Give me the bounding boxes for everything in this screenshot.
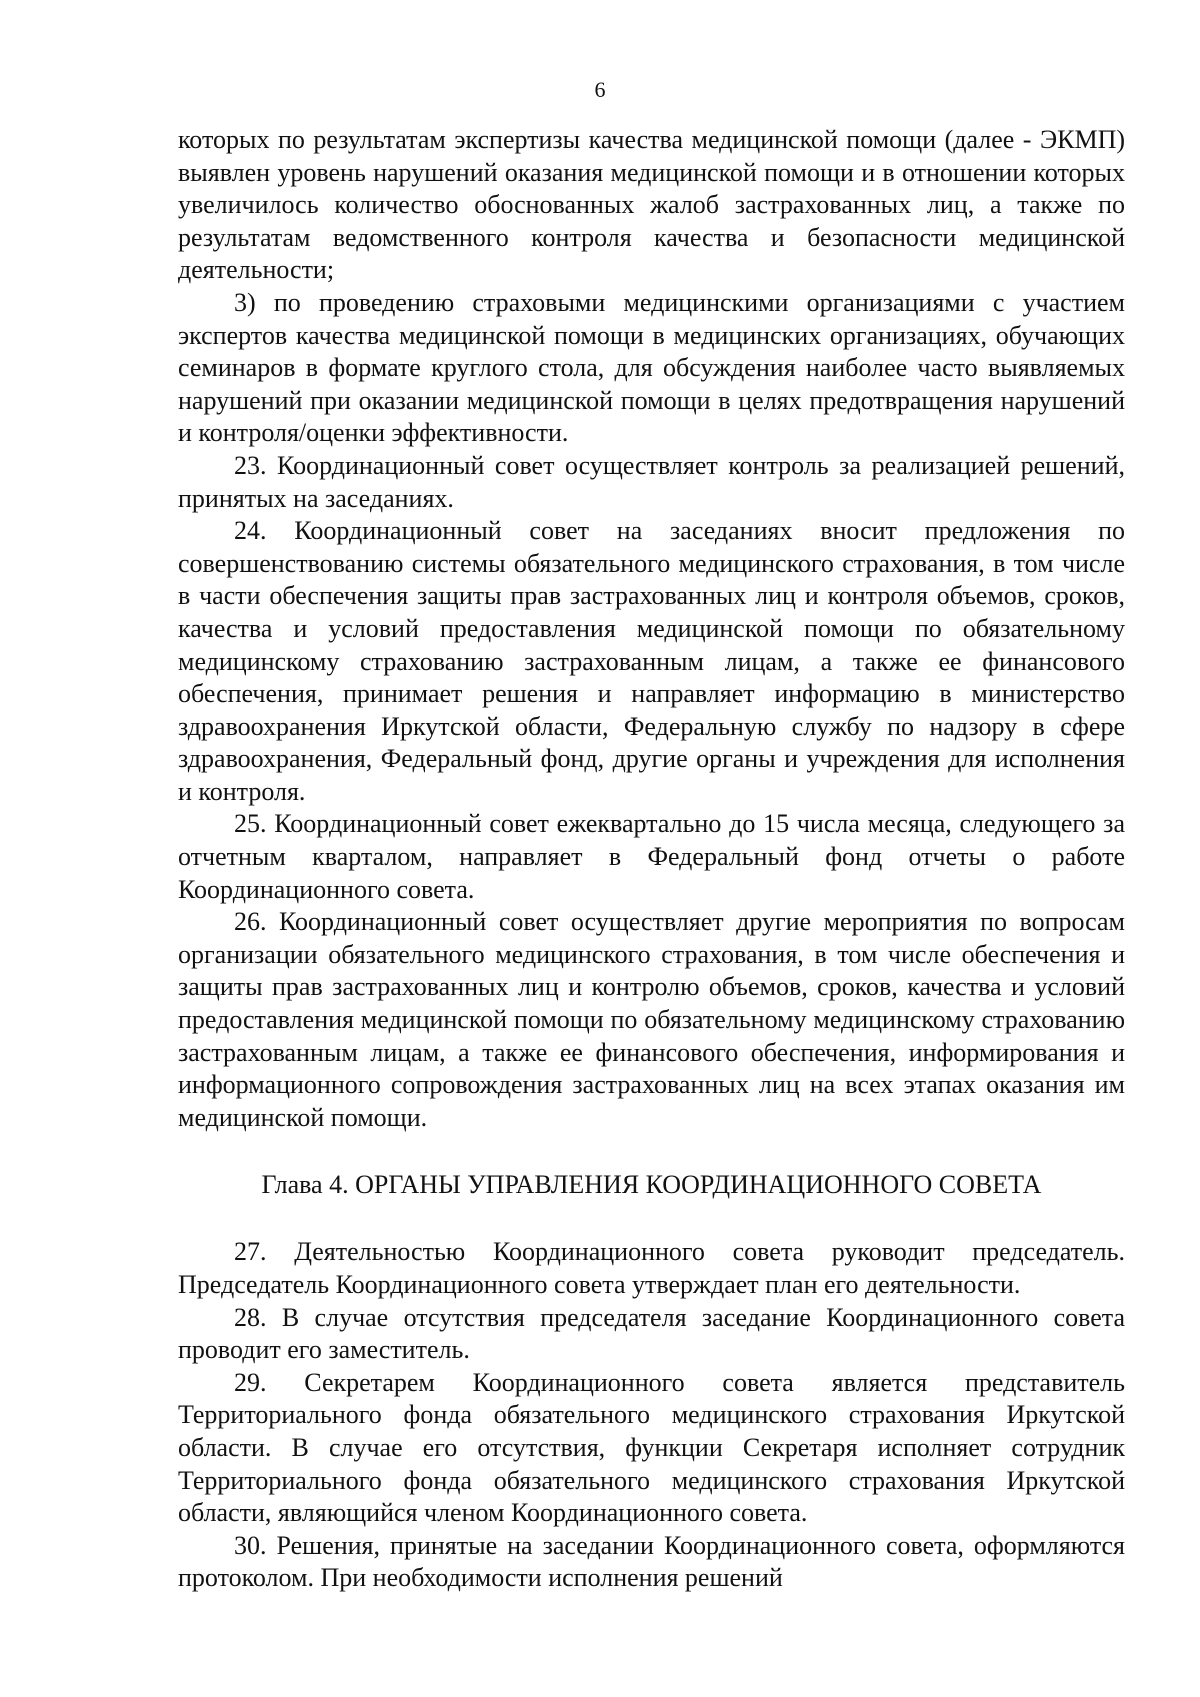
paragraph-item-28: 28. В случае отсутствия председателя заседание Координационного совета проводит его заместитель. <box>178 1302 1125 1365</box>
paragraph-item-27: 27. Деятельностью Координационного совета руководит председатель. Председатель Координационного совета утверждает план его деятельности. <box>178 1237 1125 1299</box>
page-number: 6 <box>594 77 606 102</box>
paragraph-item-25: 25. Координационный совет ежеквартально до 15 числа месяца, следующего за отчетным кварталом, направляет в Федеральный фонд отчеты о работе Координационного совета. <box>178 809 1125 904</box>
paragraph-item-29: 29. Секретарем Координационного совета является представитель Территориального фонда обязательного медицинского страхования Иркутской области. В случае его отсутствия, функции Секретаря исполняет сотрудник Территориального фонда обязательного медицинского страхования Иркутской области, являющийся членом Координационного совета. <box>178 1367 1125 1528</box>
paragraph-item-3: 3) по проведению страховыми медицинскими организациями с участием экспертов качества медицинской помощи в медицинских организациях, обучающих семинаров в формате круглого стола, для обсуждения наиболее часто выявляемых нарушений при оказании медицинской помощи в целях предотвращения нарушений и контроля/оценки эффективности. <box>178 287 1125 448</box>
document-body <box>178 124 1125 1595</box>
paragraph-item-26: 26. Координационный совет осуществляет другие мероприятия по вопросам организации обязательного медицинского страхования, в том числе обеспечения и защиты прав застрахованных лиц и контролю объемов, сроков, качества и условий предоставления медицинской помощи по обязательному медицинскому страхованию застрахованным лицам, а также ее финансового обеспечения, информирования и информационного сопровождения застрахованных лиц на всех этапах оказания им медицинской помощи. <box>178 907 1125 1132</box>
paragraph-item-30: 30. Решения, принятые на заседании Координационного совета, оформляются протоколом. При необходимости исполнения решений <box>178 1530 1125 1593</box>
paragraph-item-23: 23. Координационный совет осуществляет контроль за реализацией решений, принятых на заседаниях. <box>178 450 1125 513</box>
chapter-heading: Глава 4. ОРГАНЫ УПРАВЛЕНИЯ КООРДИНАЦИОННОГО СОВЕТА <box>261 1170 1042 1200</box>
paragraph-continuation: которых по результатам экспертизы качества медицинской помощи (далее - ЭКМП) выявлен уровень нарушений оказания медицинской помощи и в отношении которых увеличилось количество обоснованных жалоб застрахованных лиц, а также по результатам ведомственного контроля качества и безопасности медицинской деятельности; <box>178 125 1125 285</box>
paragraph-item-24: 24. Координационный совет на заседаниях вносит предложения по совершенствованию системы обязательного медицинского страхования, в том числе в части обеспечения защиты прав застрахованных лиц и контроля объемов, сроков, качества и условий предоставления медицинской помощи по обязательному медицинскому страхованию застрахованным лицам, а также ее финансового обеспечения, принимает решения и направляет информацию в министерство здравоохранения Иркутской области, Федеральную службу по надзору в сфере здравоохранения, Федеральный фонд, другие органы и учреждения для исполнения и контроля. <box>178 516 1125 806</box>
